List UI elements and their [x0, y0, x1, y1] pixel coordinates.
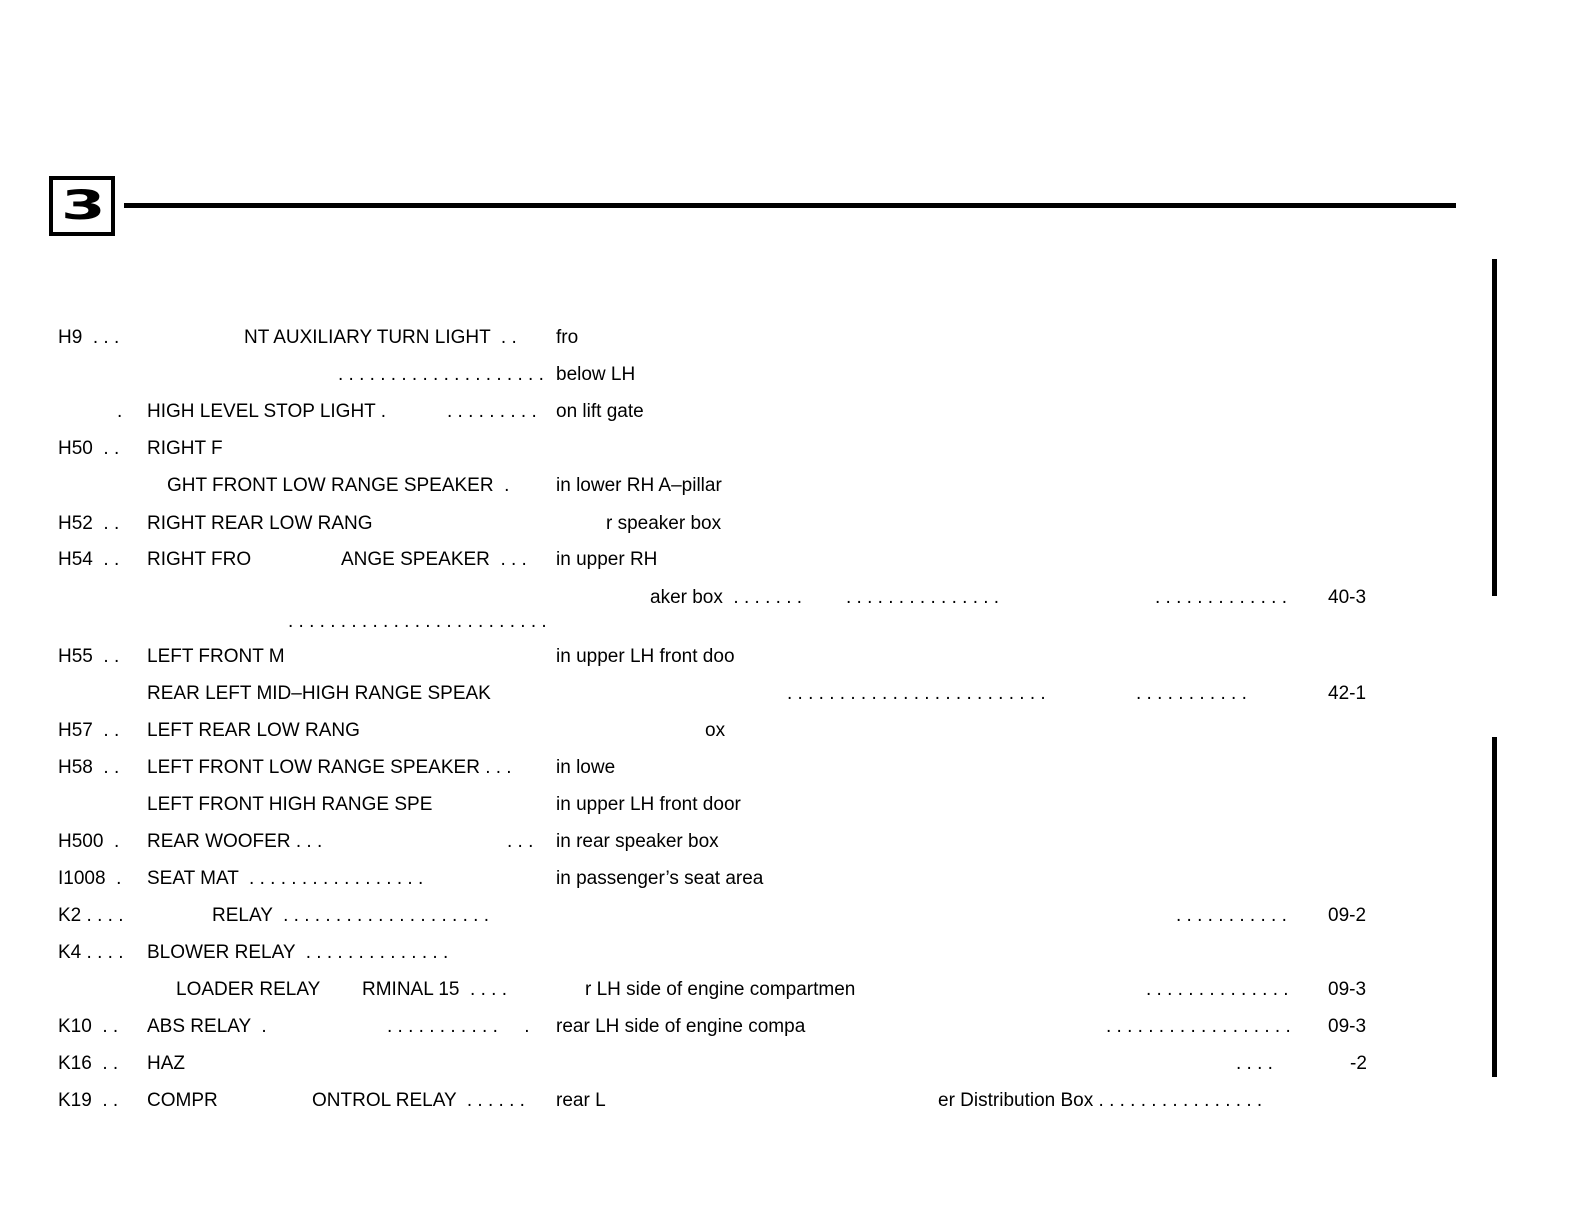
page-reference: 40-3	[1328, 587, 1367, 608]
component-code: H52 . .	[58, 513, 120, 534]
leader-dots: . . . . . . . . . . . . . . . . . .	[1106, 1016, 1291, 1037]
component-name: HAZ	[147, 1053, 185, 1074]
page-reference: -2	[1350, 1053, 1367, 1074]
chapter-number-box	[49, 176, 115, 236]
leader-dots: . . . . . . . . .	[447, 401, 537, 422]
component-location: in passenger’s seat area	[556, 868, 764, 889]
margin-bar	[1492, 259, 1497, 596]
leader-dots: . . . . . . . . . . .	[1136, 683, 1247, 704]
chapter-number: 3	[60, 183, 104, 229]
component-name: LEFT FRONT HIGH RANGE SPE	[147, 794, 433, 815]
component-name: LOADER RELAY	[176, 979, 321, 1000]
leader-dots: . . .	[507, 831, 534, 852]
margin-bar	[1492, 737, 1497, 1077]
component-location: in rear speaker box	[556, 831, 719, 852]
component-name: ONTROL RELAY . . . . . .	[312, 1090, 525, 1111]
page-reference: 42-1	[1328, 683, 1367, 704]
component-name: BLOWER RELAY . . . . . . . . . . . . . .	[147, 942, 449, 963]
component-name: ABS RELAY .	[147, 1016, 267, 1037]
component-code: H9 . . .	[58, 327, 120, 348]
component-location: below LH	[556, 364, 636, 385]
component-code: H58 . .	[58, 757, 120, 778]
component-location: in lowe	[556, 757, 616, 778]
component-name: REAR WOOFER . . .	[147, 831, 323, 852]
component-location: ox	[705, 720, 726, 741]
component-name: RIGHT REAR LOW RANG	[147, 513, 373, 534]
component-code: H50 . .	[58, 438, 120, 459]
component-code: K10 . .	[58, 1016, 119, 1037]
component-location: on lift gate	[556, 401, 644, 422]
component-location: in lower RH A–pillar	[556, 475, 722, 496]
component-code: K19 . .	[58, 1090, 119, 1111]
page-reference: 09-2	[1328, 905, 1367, 926]
component-name: RMINAL 15 . . . .	[362, 979, 508, 1000]
component-location: er Distribution Box . . . . . . . . . . . . . . . .	[938, 1090, 1263, 1111]
leader-dots: . . . . . . . . . . .	[1176, 905, 1287, 926]
leader-dots: . . . . . . . . . . . . . . . . . . . .	[338, 364, 544, 385]
component-location: r LH side of engine compartmen	[585, 979, 856, 1000]
component-name: NT AUXILIARY TURN LIGHT . .	[244, 327, 517, 348]
component-name: LEFT REAR LOW RANG	[147, 720, 360, 741]
component-name: RIGHT FRO	[147, 549, 252, 570]
component-code: K4 . . . .	[58, 942, 124, 963]
component-code: H55 . .	[58, 646, 120, 667]
page-reference: 09-3	[1328, 979, 1367, 1000]
leader-dots: . . . . . . . . . . . . . . . . . . . . . . . . .	[288, 611, 547, 632]
component-name: COMPR	[147, 1090, 218, 1111]
leader-dots: . . . .	[1236, 1053, 1273, 1074]
component-code: K16 . .	[58, 1053, 119, 1074]
component-location: in upper LH front doo	[556, 646, 735, 667]
component-name: GHT FRONT LOW RANGE SPEAKER .	[167, 475, 510, 496]
component-name: HIGH LEVEL STOP LIGHT .	[147, 401, 386, 422]
component-location: fro	[556, 327, 579, 348]
component-code: H500 .	[58, 831, 120, 852]
component-location: r speaker box	[606, 513, 722, 534]
component-location: rear LH side of engine compa	[556, 1016, 806, 1037]
leader-dots: . . . . . . . . . . . . . .	[1146, 979, 1289, 1000]
leader-dots: . . . . . . . . . . . . . . .	[846, 587, 1000, 608]
component-location: in upper RH	[556, 549, 658, 570]
component-name: ANGE SPEAKER . . .	[341, 549, 527, 570]
component-name: LEFT FRONT LOW RANGE SPEAKER . . .	[147, 757, 512, 778]
component-name: RELAY . . . . . . . . . . . . . . . . . . . .	[212, 905, 489, 926]
component-name: LEFT FRONT M	[147, 646, 285, 667]
leader-dots: . . . . . . . . . . . .	[387, 1016, 530, 1037]
leader-dots: . . . . . . . . . . . . .	[1155, 587, 1287, 608]
component-location: rear L	[556, 1090, 606, 1111]
component-code: H54 . .	[58, 549, 120, 570]
component-name: SEAT MAT . . . . . . . . . . . . . . . . .	[147, 868, 424, 889]
page-reference: 09-3	[1328, 1016, 1367, 1037]
header-rule	[124, 203, 1456, 208]
component-name: RIGHT F	[147, 438, 223, 459]
component-location: in upper LH front door	[556, 794, 741, 815]
component-code: I1008 .	[58, 868, 122, 889]
component-location: aker box . . . . . . .	[650, 587, 803, 608]
component-code: H57 . .	[58, 720, 120, 741]
component-name: REAR LEFT MID–HIGH RANGE SPEAK	[147, 683, 491, 704]
component-code: K2 . . . .	[58, 905, 124, 926]
leader-dots: . . . . . . . . . . . . . . . . . . . . . . . . .	[787, 683, 1046, 704]
component-code: .	[117, 401, 123, 422]
